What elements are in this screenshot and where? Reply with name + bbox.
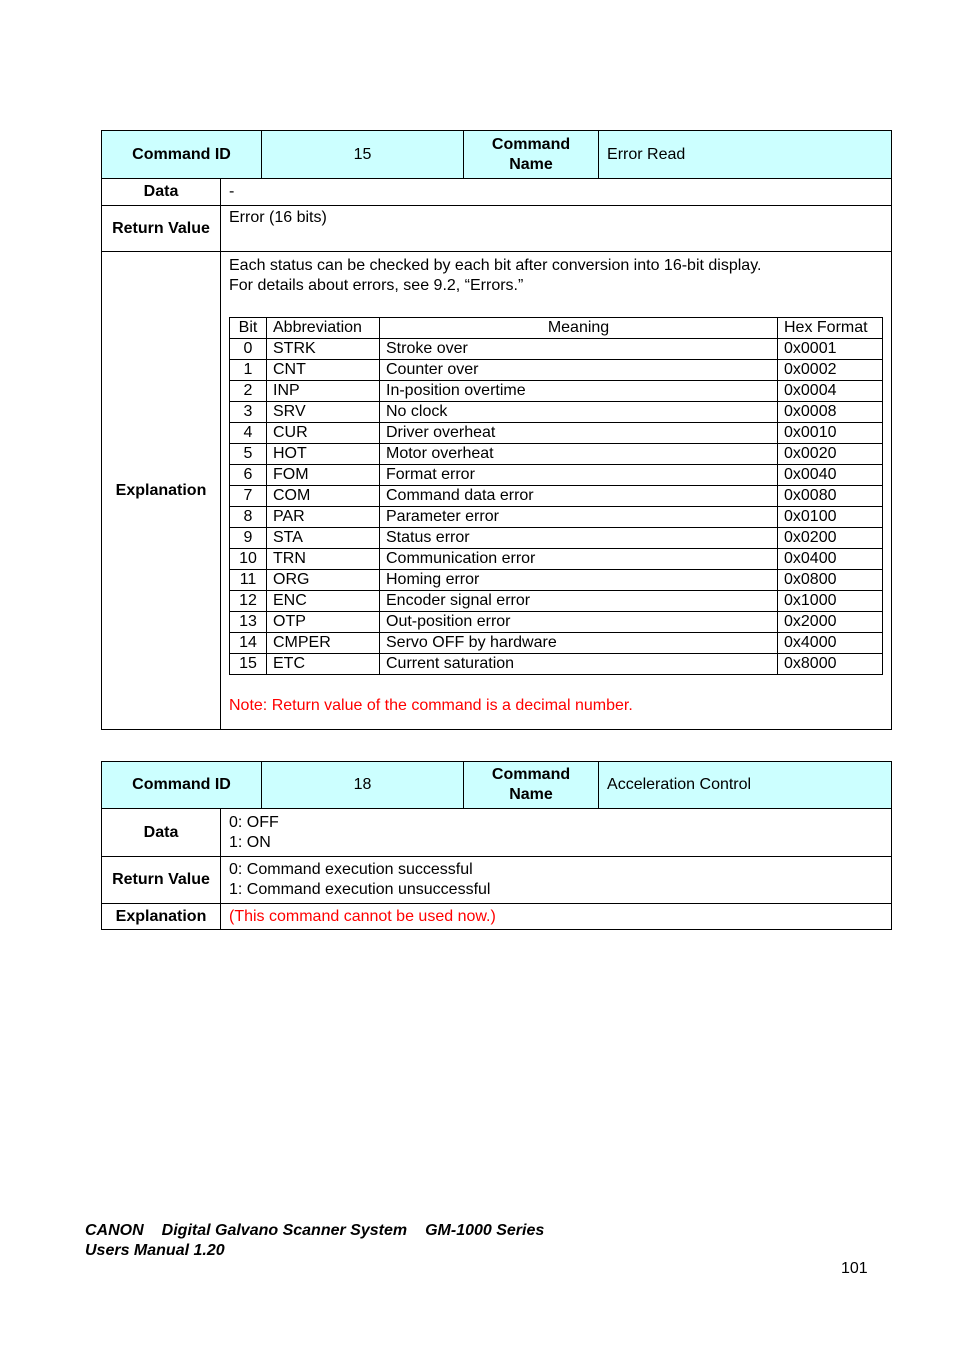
hex-cell: 0x0400 bbox=[778, 549, 883, 570]
command-18-table bbox=[101, 761, 892, 930]
bit-cell: 13 bbox=[230, 612, 267, 633]
meaning-cell: Servo OFF by hardware bbox=[380, 633, 778, 654]
data-value bbox=[221, 809, 892, 857]
hex-cell: 0x0020 bbox=[778, 444, 883, 465]
hex-cell: 0x0010 bbox=[778, 423, 883, 444]
return-line-2: 1: Command execution unsuccessful bbox=[229, 881, 491, 898]
bits-header-hex: Hex Format bbox=[778, 318, 883, 339]
bit-cell: 8 bbox=[230, 507, 267, 528]
footer-company: CANON bbox=[85, 1222, 144, 1239]
command-15-table bbox=[101, 130, 892, 730]
abbr-cell: CUR bbox=[267, 423, 380, 444]
abbr-cell: ETC bbox=[267, 654, 380, 675]
hex-cell: 0x1000 bbox=[778, 591, 883, 612]
hex-cell: 0x8000 bbox=[778, 654, 883, 675]
hex-cell: 0x0080 bbox=[778, 486, 883, 507]
command-name-label: Command Name bbox=[464, 131, 599, 179]
table-row bbox=[230, 633, 883, 654]
command-id-value: 15 bbox=[262, 131, 464, 179]
meaning-cell: Driver overheat bbox=[380, 423, 778, 444]
bits-header-row bbox=[230, 318, 883, 339]
hex-cell: 0x4000 bbox=[778, 633, 883, 654]
abbr-cell: SRV bbox=[267, 402, 380, 423]
abbr-cell: STRK bbox=[267, 339, 380, 360]
meaning-cell: Homing error bbox=[380, 570, 778, 591]
command-name-value: Acceleration Control bbox=[599, 762, 892, 809]
command-name-value: Error Read bbox=[599, 131, 892, 179]
hex-cell: 0x0040 bbox=[778, 465, 883, 486]
table-row bbox=[230, 591, 883, 612]
return-value-label: Return Value bbox=[102, 857, 221, 904]
meaning-cell: Stroke over bbox=[380, 339, 778, 360]
bit-cell: 1 bbox=[230, 360, 267, 381]
abbr-cell: OTP bbox=[267, 612, 380, 633]
footer-manual: Users Manual 1.20 bbox=[85, 1242, 225, 1259]
meaning-cell: No clock bbox=[380, 402, 778, 423]
data-line-1: 0: OFF bbox=[229, 813, 279, 831]
explanation-cell bbox=[221, 252, 892, 730]
hex-cell: 0x0004 bbox=[778, 381, 883, 402]
table-row bbox=[230, 612, 883, 633]
command-id-label: Command ID bbox=[102, 131, 262, 179]
bit-cell: 4 bbox=[230, 423, 267, 444]
abbr-cell: CNT bbox=[267, 360, 380, 381]
return-value: Error (16 bits) bbox=[221, 206, 892, 252]
command-name-label: Command Name bbox=[464, 762, 599, 809]
command-id-label: Command ID bbox=[102, 762, 262, 809]
table-row bbox=[230, 465, 883, 486]
table-row bbox=[230, 570, 883, 591]
decimal-note: Note: Return value of the command is a decimal number. bbox=[229, 697, 633, 714]
bit-cell: 7 bbox=[230, 486, 267, 507]
explanation-label: Explanation bbox=[102, 252, 221, 730]
bit-cell: 10 bbox=[230, 549, 267, 570]
bit-cell: 3 bbox=[230, 402, 267, 423]
footer-product: Digital Galvano Scanner System bbox=[161, 1222, 408, 1239]
table-row bbox=[230, 339, 883, 360]
explanation-line-1: Each status can be checked by each bit after conversion into 16-bit display. bbox=[229, 257, 762, 274]
table-row bbox=[230, 549, 883, 570]
meaning-cell: Counter over bbox=[380, 360, 778, 381]
meaning-cell: Format error bbox=[380, 465, 778, 486]
abbr-cell: STA bbox=[267, 528, 380, 549]
bit-cell: 9 bbox=[230, 528, 267, 549]
explanation-line-2: For details about errors, see 9.2, “Errors.” bbox=[229, 277, 524, 294]
meaning-cell: Parameter error bbox=[380, 507, 778, 528]
table-row bbox=[230, 654, 883, 675]
table-row bbox=[230, 360, 883, 381]
bit-cell: 6 bbox=[230, 465, 267, 486]
meaning-cell: Out-position error bbox=[380, 612, 778, 633]
hex-cell: 0x0200 bbox=[778, 528, 883, 549]
meaning-cell: Command data error bbox=[380, 486, 778, 507]
abbr-cell: INP bbox=[267, 381, 380, 402]
command-id-value: 18 bbox=[262, 762, 464, 809]
table-row bbox=[230, 423, 883, 444]
hex-cell: 0x0008 bbox=[778, 402, 883, 423]
table-row bbox=[230, 444, 883, 465]
data-value: - bbox=[221, 179, 892, 206]
bit-cell: 15 bbox=[230, 654, 267, 675]
abbr-cell: HOT bbox=[267, 444, 380, 465]
meaning-cell: Status error bbox=[380, 528, 778, 549]
hex-cell: 0x2000 bbox=[778, 612, 883, 633]
table-row bbox=[230, 507, 883, 528]
meaning-cell: Encoder signal error bbox=[380, 591, 778, 612]
abbr-cell: ORG bbox=[267, 570, 380, 591]
footer-series: GM-1000 Series bbox=[425, 1222, 545, 1239]
abbr-cell: ENC bbox=[267, 591, 380, 612]
explanation-label: Explanation bbox=[102, 904, 221, 930]
meaning-cell: In-position overtime bbox=[380, 381, 778, 402]
meaning-cell: Communication error bbox=[380, 549, 778, 570]
hex-cell: 0x0800 bbox=[778, 570, 883, 591]
table-row bbox=[230, 486, 883, 507]
abbr-cell: FOM bbox=[267, 465, 380, 486]
data-label: Data bbox=[102, 809, 221, 857]
return-value-label: Return Value bbox=[102, 206, 221, 252]
hex-cell: 0x0100 bbox=[778, 507, 883, 528]
table-row bbox=[230, 381, 883, 402]
return-value bbox=[221, 857, 892, 904]
abbr-cell: TRN bbox=[267, 549, 380, 570]
bit-cell: 0 bbox=[230, 339, 267, 360]
bit-cell: 11 bbox=[230, 570, 267, 591]
abbr-cell: COM bbox=[267, 486, 380, 507]
footer bbox=[85, 1221, 562, 1261]
bits-header-abbreviation: Abbreviation bbox=[267, 318, 380, 339]
bit-cell: 12 bbox=[230, 591, 267, 612]
bit-cell: 5 bbox=[230, 444, 267, 465]
abbr-cell: PAR bbox=[267, 507, 380, 528]
explanation-value: (This command cannot be used now.) bbox=[221, 904, 892, 930]
bits-header-bit: Bit bbox=[230, 318, 267, 339]
meaning-cell: Motor overheat bbox=[380, 444, 778, 465]
table-row bbox=[230, 402, 883, 423]
bits-header-meaning: Meaning bbox=[380, 318, 778, 339]
hex-cell: 0x0002 bbox=[778, 360, 883, 381]
return-line-1: 0: Command execution successful bbox=[229, 861, 473, 878]
abbr-cell: CMPER bbox=[267, 633, 380, 654]
data-line-2: 1: ON bbox=[229, 833, 271, 851]
bit-cell: 2 bbox=[230, 381, 267, 402]
meaning-cell: Current saturation bbox=[380, 654, 778, 675]
page-number: 101 bbox=[841, 1260, 868, 1277]
hex-cell: 0x0001 bbox=[778, 339, 883, 360]
table-row bbox=[230, 528, 883, 549]
error-bits-table bbox=[229, 317, 883, 675]
data-label: Data bbox=[102, 179, 221, 206]
bit-cell: 14 bbox=[230, 633, 267, 654]
